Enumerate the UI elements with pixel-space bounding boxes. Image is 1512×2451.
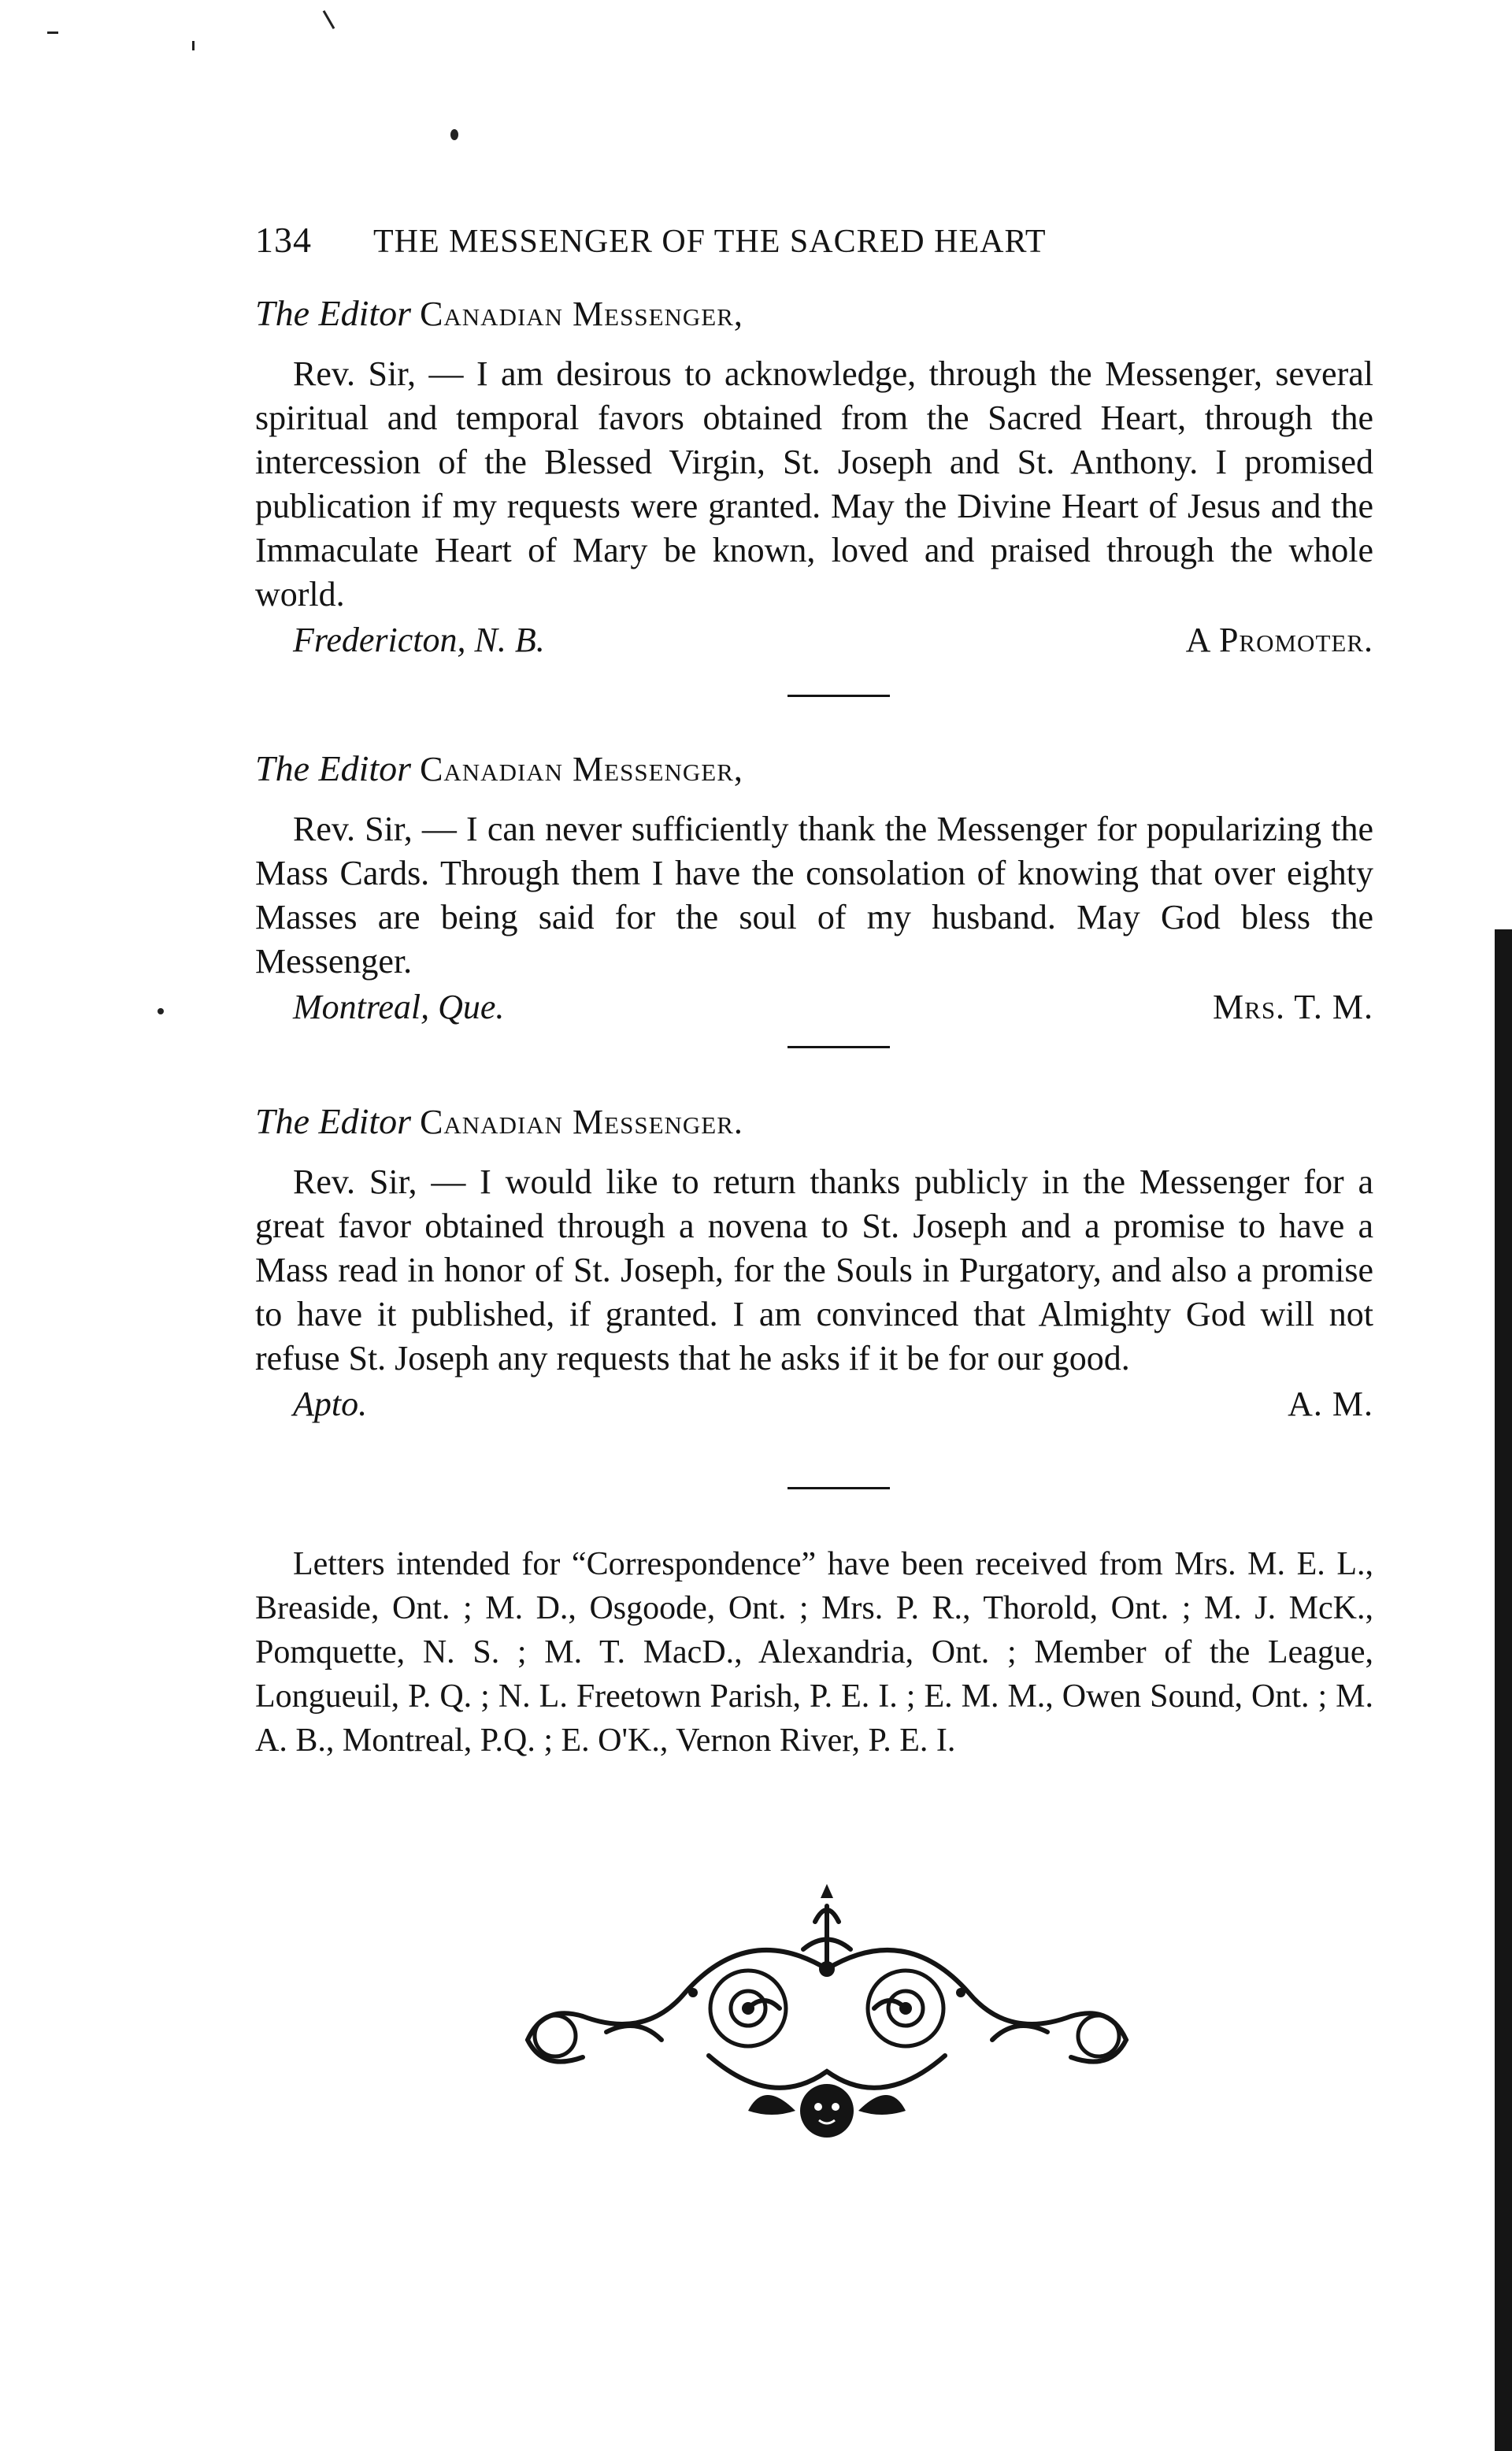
section-divider [788,695,890,697]
scan-speck [192,41,195,50]
addressee-italic: The Editor [255,1101,412,1141]
addressee-caps: Canadian Messenger, [420,750,743,788]
letter-body: Rev. Sir, — I can never sufficiently thank the Messenger for popularizing the Mass Cards. Through them I have the consolation of knowing that over eighty Masses are being said for the soul of my husband. May God bless the Messenger. [255,810,1373,981]
letter-addressee [255,1099,1373,1144]
addressee-italic: The Editor [255,293,412,333]
correspondence-notice: Letters intended for “Correspondence” have been received from Mrs. M. E. L., Breaside, Ont. ; M. D., Osgoode, Ont. ; Mrs. P. R., Thorold, Ont. ; M. J. McK., Pomquette, N. S. ; M. T. MacD., Alexandria, Ont. ; Member of the League, Longueuil, P. Q. ; N. L. Freetown Parish, P. E. I. ; E. M. M., Owen Sound, Ont. ; M. A. B., Montreal, P.Q. ; E. O'K., Vernon River, P. E. I. [255,1546,1373,1759]
letter-addressee [255,747,1373,792]
letter-signature-line [255,985,1373,1029]
floral-cherub-ornament-icon [512,1874,1142,2174]
letter-place: Montreal, Que. [293,988,505,1026]
scan-speck [158,1008,164,1014]
scan-speck [450,129,458,140]
section-divider [788,1487,890,1489]
scan-speck [323,10,335,29]
scan-speck [47,32,58,34]
letter-2 [255,747,1373,1029]
running-title: THE MESSENGER OF THE SACRED HEART [373,224,1047,260]
addressee-caps: Canadian Messenger, [420,295,743,333]
letter-place: Apto. [293,1385,368,1423]
letter-body: Rev. Sir, — I am desirous to acknowledge, through the Messenger, several spiritual and temporal favors obtained from the Sacred Heart, through the intercession of the Blessed Virgin, St. Joseph and St. Anthony. I promised publication if my requests were granted. May the Divine Heart of Jesus and the Immaculate Heart of Mary be known, loved and praised through the whole world. [255,354,1373,614]
letter-1 [255,291,1373,662]
addressee-italic: The Editor [255,748,412,788]
letter-addressee [255,291,1373,336]
scan-edge-shadow [1495,929,1512,2451]
section-divider [788,1046,890,1048]
letter-signature-line [255,618,1373,662]
letter-signature-line [255,1382,1373,1426]
running-header [255,219,1247,261]
letter-body: Rev. Sir, — I would like to return thanks publicly in the Messenger for a great favor obtained through a novena to St. Joseph and a promise to have a Mass read in honor of St. Joseph, for the Souls in Purgatory, and also a promise to have it published, if granted. I am convinced that Almighty God will not refuse St. Joseph any requests that he asks if it be for our good. [255,1162,1373,1378]
letter-3 [255,1099,1373,1426]
page-number: 134 [255,220,312,260]
addressee-caps: Canadian Messenger. [420,1103,743,1141]
letter-signature: Mrs. T. M. [1213,988,1373,1026]
letter-signature: A Promoter. [1185,621,1373,659]
letter-place: Fredericton, N. B. [293,621,545,659]
letter-signature: A. M. [1288,1385,1373,1423]
